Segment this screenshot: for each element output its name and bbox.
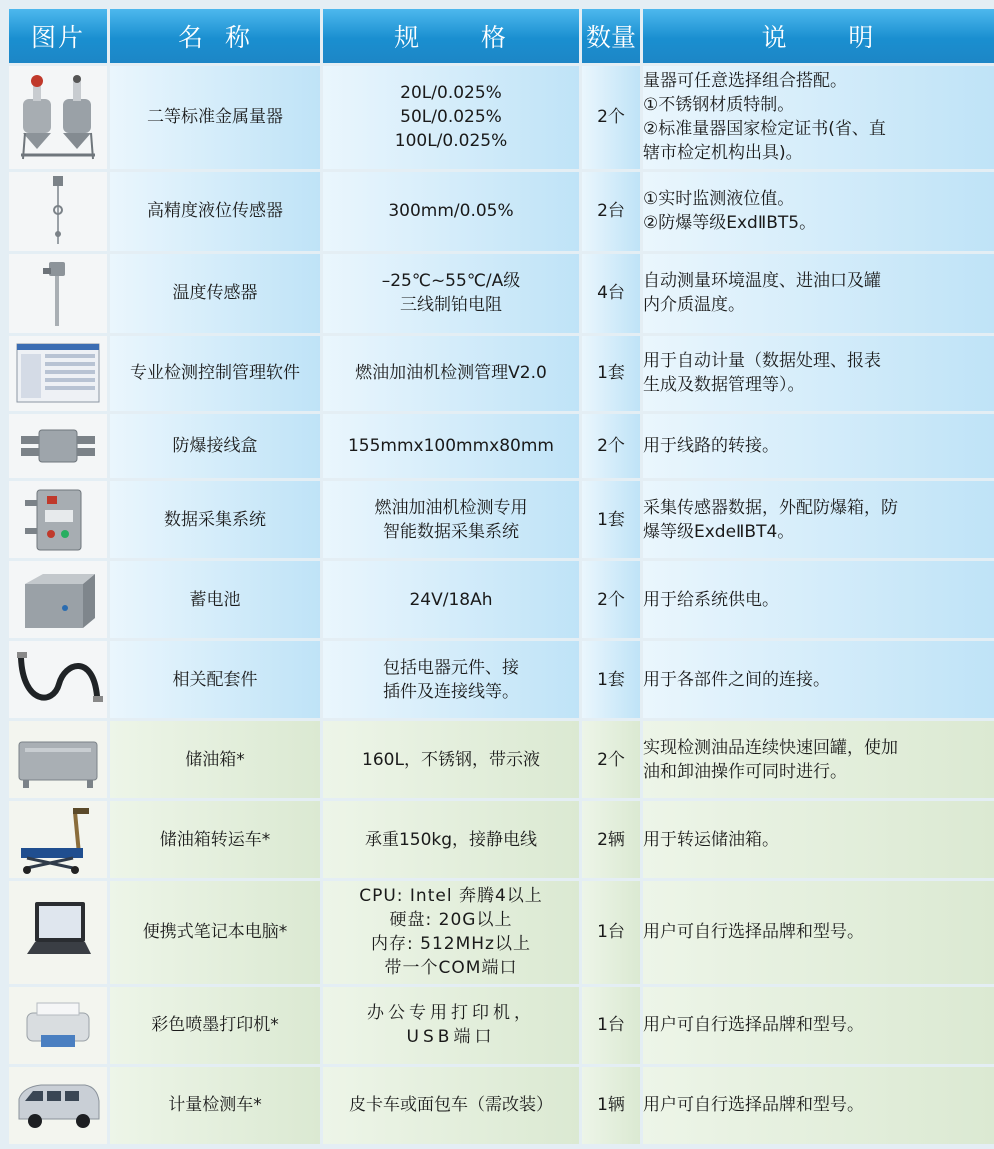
transport-cart-icon [13,804,103,876]
row-spec: 24V/18Ah [323,561,579,638]
junction-box-icon [13,416,103,476]
row-spec: –25℃~55℃/A级 三线制铂电阻 [323,254,579,333]
row-spec: 承重150kg，接静电线 [323,801,579,878]
data-acquisition-box-icon [13,484,103,556]
row-image [9,801,107,878]
row-image [9,254,107,333]
table-row [9,254,994,333]
row-desc: 采集传感器数据，外配防爆箱，防 爆等级ExdeⅡBT4。 [643,481,994,558]
row-qty: 2台 [582,172,640,251]
table-row [9,1067,994,1144]
row-desc: ①实时监测液位值。 ②防爆等级ExdⅡBT5。 [643,172,994,251]
row-desc: 用于自动计量（数据处理、报表 生成及数据管理等）。 [643,336,994,411]
row-image [9,641,107,718]
metal-measure-vessel-icon [13,69,103,165]
row-spec: 皮卡车或面包车（需改装） [323,1067,579,1144]
row-spec: CPU: Intel 奔腾4以上 硬盘: 20G以上 内存: 512MHz以上 带一个COM端口 [323,881,579,984]
header-name: 名 称 [110,9,320,63]
row-spec: 办公专用打印机， USB端口 [323,987,579,1064]
row-name: 专业检测控制管理软件 [110,336,320,411]
row-spec: 20L/0.025% 50L/0.025% 100L/0.025% [323,66,579,169]
table-header-row [9,9,994,63]
row-desc: 量器可任意选择组合搭配。 ①不锈钢材质特制。 ②标准量器国家检定证书(省、直 辖市检定机构出具)。 [643,66,994,169]
oil-tank-icon [13,724,103,796]
row-desc: 用于给系统供电。 [643,561,994,638]
table-row [9,336,994,411]
row-spec: 160L，不锈钢，带示液 [323,721,579,798]
printer-icon [13,989,103,1061]
row-desc: 用户可自行选择品牌和型号。 [643,1067,994,1144]
row-desc: 用户可自行选择品牌和型号。 [643,987,994,1064]
table-row [9,801,994,878]
row-spec: 包括电器元件、接 插件及连接线等。 [323,641,579,718]
row-image [9,721,107,798]
row-image [9,336,107,411]
row-name: 防爆接线盒 [110,414,320,478]
row-qty: 1套 [582,641,640,718]
table-row [9,414,994,478]
row-spec: 燃油加油机检测管理V2.0 [323,336,579,411]
row-desc: 用于转运储油箱。 [643,801,994,878]
temperature-sensor-icon [13,256,103,330]
row-image [9,1067,107,1144]
table-row [9,172,994,251]
row-name: 储油箱转运车* [110,801,320,878]
table-row [9,721,994,798]
row-name: 相关配套件 [110,641,320,718]
laptop-icon [13,896,103,968]
table-row [9,561,994,638]
row-qty: 2个 [582,66,640,169]
row-desc: 实现检测油品连续快速回罐，使加 油和卸油操作可同时进行。 [643,721,994,798]
row-name: 二等标准金属量器 [110,66,320,169]
hose-cable-icon [13,644,103,716]
row-desc: 用于线路的转接。 [643,414,994,478]
row-name: 计量检测车* [110,1067,320,1144]
row-image [9,561,107,638]
row-qty: 1套 [582,336,640,411]
header-qty: 数量 [582,9,640,63]
row-desc: 用户可自行选择品牌和型号。 [643,881,994,984]
row-name: 高精度液位传感器 [110,172,320,251]
row-qty: 2个 [582,414,640,478]
row-image [9,414,107,478]
row-qty: 2个 [582,561,640,638]
row-image [9,66,107,169]
row-image [9,987,107,1064]
row-qty: 1辆 [582,1067,640,1144]
table-row [9,641,994,718]
row-name: 彩色喷墨打印机* [110,987,320,1064]
row-spec: 燃油加油机检测专用 智能数据采集系统 [323,481,579,558]
battery-box-icon [13,564,103,636]
table-row [9,66,994,169]
row-image [9,481,107,558]
row-qty: 2辆 [582,801,640,878]
table-row [9,881,994,984]
row-qty: 1台 [582,987,640,1064]
header-desc: 说 明 [643,9,994,63]
row-qty: 4台 [582,254,640,333]
row-image [9,172,107,251]
row-desc: 用于各部件之间的连接。 [643,641,994,718]
row-name: 便携式笔记本电脑* [110,881,320,984]
table-row [9,481,994,558]
row-spec: 300mm/0.05% [323,172,579,251]
row-name: 温度传感器 [110,254,320,333]
table-row [9,987,994,1064]
van-icon [13,1069,103,1141]
header-spec: 规 格 [323,9,579,63]
equipment-table [6,6,994,1147]
row-name: 储油箱* [110,721,320,798]
row-spec: 155mmx100mmx80mm [323,414,579,478]
row-desc: 自动测量环境温度、进油口及罐 内介质温度。 [643,254,994,333]
level-sensor-icon [13,174,103,248]
header-image: 图片 [9,9,107,63]
row-qty: 2个 [582,721,640,798]
row-qty: 1台 [582,881,640,984]
row-name: 数据采集系统 [110,481,320,558]
row-image [9,881,107,984]
row-qty: 1套 [582,481,640,558]
software-screenshot-icon [13,338,103,408]
row-name: 蓄电池 [110,561,320,638]
